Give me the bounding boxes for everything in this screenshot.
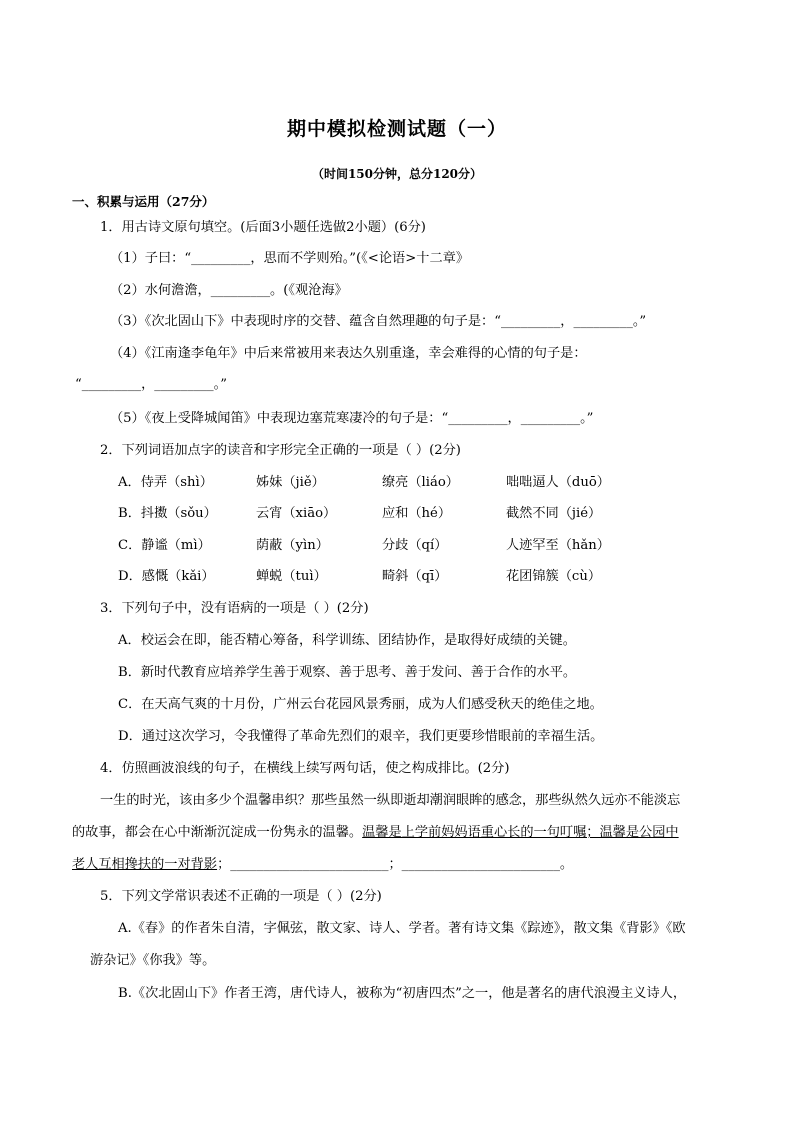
page-subtitle: （时间150分钟，总分120分） [311, 167, 483, 181]
question-5-option-b-line-1: B.《次北固山下》作者王湾，唐代诗人，被称为“初唐四杰”之一，他是著名的唐代浪漫主义诗人， [118, 986, 687, 1001]
question-3-option-c: C．在天高气爽的十月份，广州云台花园风景秀丽，成为人们感受秋天的绝佳之地。 [118, 697, 603, 712]
q2-option-b-word-3: 应和（hé） [382, 506, 452, 521]
page-title: 期中模拟检测试题（一） [286, 118, 507, 140]
question-3-stem: 3．下列句子中，没有语病的一项是（ ）(2分) [100, 601, 369, 616]
question-3-option-d: D．通过这次学习，令我懂得了革命先烈们的艰辛，我们更要珍惜眼前的幸福生活。 [118, 729, 604, 744]
q2-option-d-word-2: 蝉蜕（tuì） [256, 569, 327, 584]
question-1-item-4: （4）《江南逢李龟年》中后来常被用来表达久别重逢，幸会难得的心情的句子是： [110, 346, 587, 361]
question-4-stem: 4．仿照画波浪线的句子，在横线上续写两句话，使之构成排比。(2分) [100, 761, 510, 776]
q2-option-d-word-1: D．感慨（kǎi） [118, 569, 215, 584]
q2-option-b-word-1: B．抖擞（sǒu） [118, 506, 217, 521]
question-4-answer-blanks: ；________________________；________________________。 [217, 857, 574, 872]
q2-option-c-word-1: C．静谧（mì） [118, 538, 211, 553]
question-1-item-1: （1）子曰：“_________，思而不学则殆。”(《<论语>十二章》 [110, 251, 470, 266]
question-4-passage-text: 的故事，都会在心中渐渐沉淀成一份隽永的温馨。 [72, 825, 363, 840]
question-1-stem: 1．用古诗文原句填空。(后面3小题任选做2小题）(6分) [100, 220, 426, 235]
question-1-item-2: （2）水何澹澹，_________。(《观沧海》 [110, 283, 348, 298]
q2-option-c-word-3: 分歧（qí） [382, 538, 448, 553]
question-2-stem: 2．下列词语加点字的读音和字形完全正确的一项是（ ）(2分) [100, 443, 461, 458]
q2-option-b-word-2: 云宵（xiāo） [256, 506, 337, 521]
q2-option-a-word-1: A．侍弄（shì） [118, 475, 213, 490]
question-5-option-a-line-2: 游杂记》《你我》等。 [90, 953, 216, 968]
question-1-item-3: （3）《次北固山下》中表现时序的交替、蕴含自然理趣的句子是：“_________，_________。” [110, 314, 647, 329]
q2-option-a-word-4: 咄咄逼人（duō） [506, 475, 610, 490]
q2-option-c-word-2: 荫蔽（yìn） [256, 538, 329, 553]
question-4-wavy-sentence-end: 老人互相搀扶的一对背影 [72, 857, 218, 872]
question-3-option-a: A．校运会在即，能否精心筹备，科学训练、团结协作，是取得好成绩的关键。 [118, 633, 576, 648]
question-3-option-b: B．新时代教育应培养学生善于观察、善于思考、善于发问、善于合作的水平。 [118, 665, 577, 680]
question-4-passage-line-1: 一生的时光，该由多少个温馨串织？那些虽然一纵即逝却潮润眼眸的感念，那些纵然久远亦不能淡忘 [100, 793, 681, 808]
question-4-passage-line-3 [72, 856, 573, 874]
question-5-stem: 5．下列文学常识表述不正确的一项是（ ）(2分) [100, 889, 382, 904]
question-4-passage-line-2 [72, 824, 679, 842]
q2-option-d-word-4: 花团锦簇（cù） [506, 569, 602, 584]
section-heading: 一、积累与运用（27分） [72, 194, 215, 209]
question-5-option-a-line-1: A.《春》的作者朱自清，字佩弦，散文家、诗人、学者。著有诗文集《踪迹》，散文集《背影》《欧 [118, 921, 686, 936]
question-1-item-4-blanks: “_________，_________。” [75, 377, 227, 392]
q2-option-a-word-3: 缭亮（liáo） [382, 475, 459, 490]
q2-option-a-word-2: 姊妹（jiě） [256, 475, 325, 490]
q2-option-d-word-3: 畸斜（qī） [382, 569, 448, 584]
q2-option-b-word-4: 截然不同（jié） [506, 506, 602, 521]
question-1-item-5: （5）《夜上受降城闻笛》中表现边塞荒寒凄冷的句子是：“_________，_________。” [110, 411, 594, 426]
q2-option-c-word-4: 人迹罕至（hǎn） [506, 538, 610, 553]
question-4-wavy-sentence: 温馨是上学前妈妈语重心长的一句叮嘱；温馨是公园中 [362, 825, 679, 840]
